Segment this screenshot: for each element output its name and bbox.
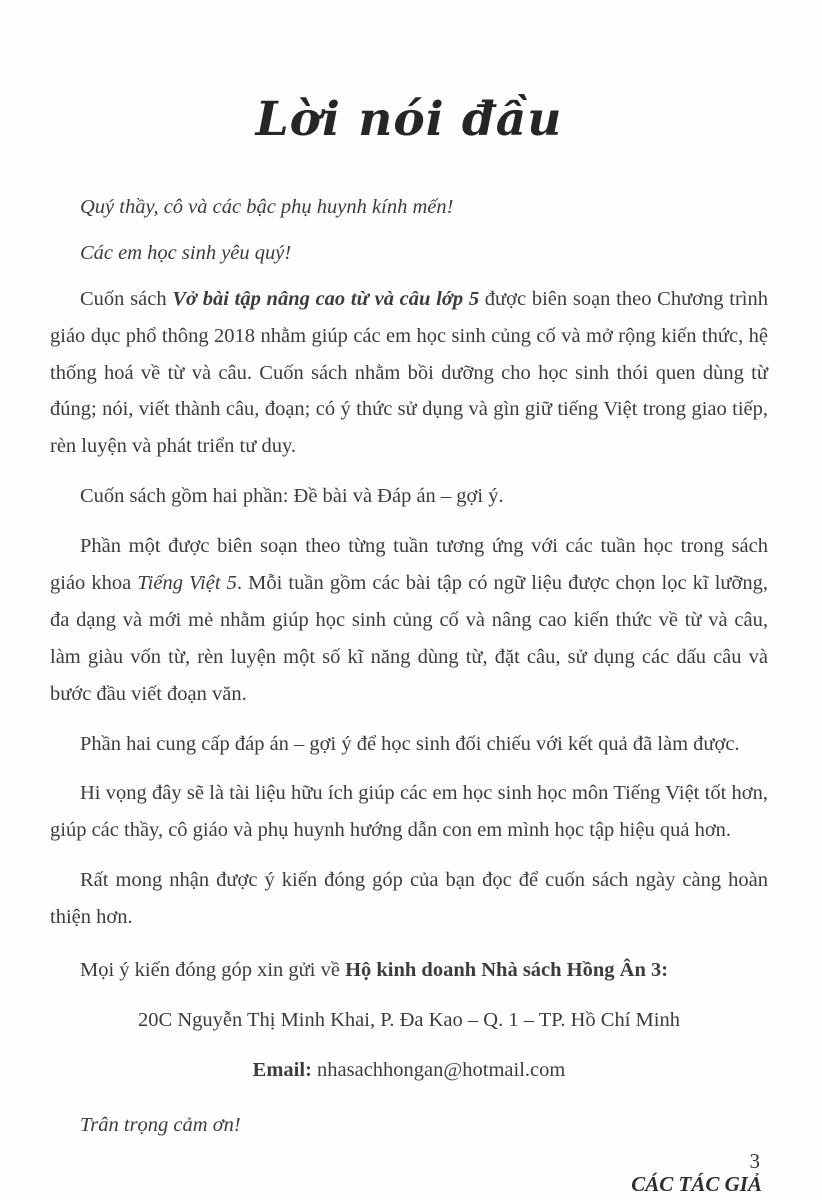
email-label: Email: (252, 1058, 312, 1081)
publisher-name: Hộ kinh doanh Nhà sách Hồng Ân 3: (345, 959, 669, 982)
page-number: 3 (749, 1149, 760, 1173)
paragraph-intro-text-start: Cuốn sách (80, 287, 173, 310)
greeting-students: Các em học sinh yêu quý! (80, 241, 292, 264)
paragraph-part-one (50, 528, 768, 712)
paragraph-intro-text-end: được biên soạn theo Chương trình giáo dục phổ thông 2018 nhằm giúp các em học sinh củng cố và mở rộng kiến thức, hệ thống hoá về từ và câu. Cuốn sách nhằm bồi dưỡng cho học sinh thói quen dùng từ đúng; nói, viết thành câu, đoạn; có ý thức sử dụng và gìn giữ tiếng Việt trong giao tiếp, rèn luyện và phát triển tư duy. (50, 287, 768, 458)
email-line (50, 1052, 768, 1089)
textbook-title-emphasis: Tiếng Việt 5 (137, 572, 237, 595)
closing-thanks: Trân trọng cảm ơn! (80, 1113, 241, 1136)
paragraph-hope: Hi vọng đây sẽ là tài liệu hữu ích giúp các em học sinh học môn Tiếng Việt tốt hơn, giúp các thầy, cô giáo và phụ huynh hướng dẫn con em mình học tập hiệu quả hơn. (50, 782, 768, 842)
greeting-teachers: Quý thầy, cô và các bậc phụ huynh kính mến! (80, 196, 454, 218)
paragraph-part-two: Phần hai cung cấp đáp án – gợi ý để học sinh đối chiếu với kết quả đã làm được. (80, 732, 740, 755)
book-title-emphasis: Vở bài tập nâng cao từ và câu lớp 5 (172, 287, 480, 310)
contact-line (50, 952, 768, 989)
paragraph-structure: Cuốn sách gồm hai phần: Đề bài và Đáp án – gợi ý. (80, 485, 504, 508)
paragraph-feedback: Rất mong nhận được ý kiến đóng góp của bạn đọc để cuốn sách ngày càng hoàn thiện hơn. (50, 869, 768, 929)
authors-signature: CÁC TÁC GIẢ (631, 1171, 762, 1196)
email-value: nhasachhongan@hotmail.com (311, 1058, 566, 1081)
page-title: Lời nói đầu (255, 92, 563, 147)
contact-text: Mọi ý kiến đóng góp xin gửi về (80, 959, 346, 982)
publisher-address: 20C Nguyễn Thị Minh Khai, P. Đa Kao – Q. 1 – TP. Hồ Chí Minh (138, 1008, 680, 1031)
paragraph-part-one-text-end: . Mỗi tuần gồm các bài tập có ngữ liệu được chọn lọc kĩ lưỡng, đa dạng và mới mẻ nhằm giúp học sinh củng cố và nâng cao kiến thức về từ và câu, làm giàu vốn từ, rèn luyện một số kĩ năng dùng từ, đặt câu, sử dụng các dấu câu và bước đầu viết đoạn văn. (50, 572, 768, 705)
paragraph-intro (50, 281, 768, 465)
paragraph-part-one-text-start: Phần một được biên soạn theo từng tuần tương ứng với các tuần học trong sách giáo khoa (50, 535, 768, 595)
